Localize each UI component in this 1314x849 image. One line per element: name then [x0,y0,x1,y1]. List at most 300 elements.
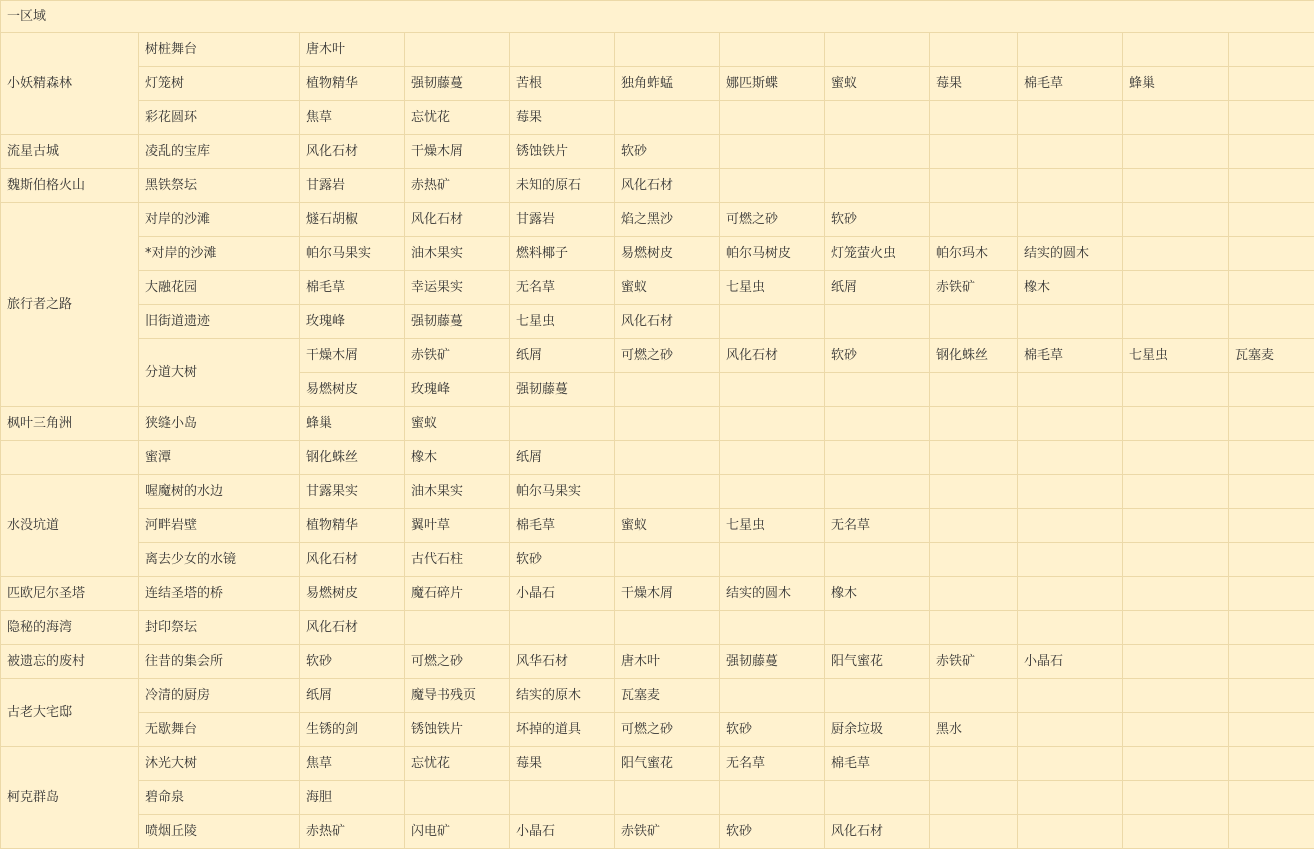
material-cell [1229,203,1314,237]
material-cell [1229,373,1314,407]
material-cell: 莓果 [930,67,1018,101]
material-cell [1018,713,1123,747]
material-cell: 橡木 [825,577,930,611]
material-cell [1229,475,1314,509]
material-cell [615,33,720,67]
area-cell: 往昔的集会所 [139,645,300,679]
material-cell: 帕尔马果实 [510,475,615,509]
table-row [1,135,1314,169]
material-cell [720,475,825,509]
material-cell [1229,169,1314,203]
material-cell [1229,271,1314,305]
material-cell [930,441,1018,475]
material-cell [720,611,825,645]
material-cell [510,33,615,67]
material-cell [1123,203,1229,237]
material-cell: 棉毛草 [1018,339,1123,373]
material-cell: 唐木叶 [300,33,405,67]
material-cell: 七星虫 [720,271,825,305]
material-cell [1018,33,1123,67]
region-cell: 枫叶三角洲 [1,407,139,441]
material-cell [930,33,1018,67]
material-cell: 独角蚱蜢 [615,67,720,101]
area-cell: 河畔岩壁 [139,509,300,543]
material-cell: 易燃树皮 [615,237,720,271]
material-cell: 棉毛草 [510,509,615,543]
material-cell: 甘露果实 [300,475,405,509]
material-cell [930,135,1018,169]
material-cell [1123,713,1229,747]
table-body [1,1,1314,849]
material-cell: 风化石材 [405,203,510,237]
material-cell [930,679,1018,713]
material-cell [1018,543,1123,577]
material-cell: 强韧藤蔓 [510,373,615,407]
material-cell: 焦草 [300,101,405,135]
material-cell: 古代石柱 [405,543,510,577]
material-cell: 蜂巢 [1123,67,1229,101]
material-cell [405,611,510,645]
table-row [1,815,1314,849]
material-cell [1229,305,1314,339]
material-cell [1123,815,1229,849]
material-cell [825,101,930,135]
material-cell: 小晶石 [510,577,615,611]
material-cell: 黑水 [930,713,1018,747]
material-cell [1018,577,1123,611]
table-row [1,577,1314,611]
material-cell: 赤铁矿 [615,815,720,849]
material-cell [615,407,720,441]
material-cell [1018,679,1123,713]
material-cell: 无名草 [720,747,825,781]
table-row [1,33,1314,67]
material-cell: 风化石材 [825,815,930,849]
material-cell [1123,781,1229,815]
area-cell: 大融花园 [139,271,300,305]
table-row [1,509,1314,543]
material-cell: 蜜蚁 [615,509,720,543]
material-cell [1229,815,1314,849]
material-cell [1018,203,1123,237]
table-row [1,679,1314,713]
material-cell [1123,509,1229,543]
material-cell [1123,543,1229,577]
area-cell: 凌乱的宝库 [139,135,300,169]
material-cell [1229,33,1314,67]
area-cell: 喔魔树的水边 [139,475,300,509]
material-cell: 干燥木屑 [300,339,405,373]
material-cell: 棉毛草 [1018,67,1123,101]
material-cell: 生锈的剑 [300,713,405,747]
table-row [1,713,1314,747]
material-cell: 风化石材 [720,339,825,373]
material-cell [510,611,615,645]
material-cell: 纸屑 [825,271,930,305]
material-cell [1123,611,1229,645]
material-cell: 软砂 [825,203,930,237]
material-cell: 赤热矿 [300,815,405,849]
material-cell [405,781,510,815]
material-cell [1229,67,1314,101]
material-cell [1018,373,1123,407]
material-cell: 蜂巢 [300,407,405,441]
area-cell: 沐光大树 [139,747,300,781]
region-cell: 小妖精森林 [1,33,139,135]
material-cell [1123,577,1229,611]
table-row [1,305,1314,339]
material-cell [615,101,720,135]
material-cell: 钢化蛛丝 [300,441,405,475]
area-cell: 旧街道遗迹 [139,305,300,339]
material-cell: 厨余垃圾 [825,713,930,747]
material-cell: 风化石材 [615,305,720,339]
material-cell: 赤铁矿 [930,645,1018,679]
material-cell [720,781,825,815]
material-cell [825,305,930,339]
material-cell: 植物精华 [300,509,405,543]
material-cell: 魔导书残页 [405,679,510,713]
material-cell: 蜜蚁 [615,271,720,305]
material-cell: 帕尔马果实 [300,237,405,271]
material-cell [1018,475,1123,509]
material-cell: 瓦塞麦 [1229,339,1314,373]
table-row [1,101,1314,135]
material-cell: 棉毛草 [300,271,405,305]
table-row [1,611,1314,645]
area-cell: 黑铁祭坛 [139,169,300,203]
material-cell [1018,101,1123,135]
material-cell: 风华石材 [510,645,615,679]
material-cell [825,33,930,67]
material-cell [720,679,825,713]
area-cell: 狭缝小岛 [139,407,300,441]
material-cell [930,509,1018,543]
material-cell: 海胆 [300,781,405,815]
material-cell: 七星虫 [510,305,615,339]
material-cell: 小晶石 [1018,645,1123,679]
material-cell: 纸屑 [510,441,615,475]
material-cell [930,543,1018,577]
area-cell: 碧命泉 [139,781,300,815]
material-cell [1229,781,1314,815]
material-cell [720,33,825,67]
material-cell: 玫瑰峰 [300,305,405,339]
material-cell [1123,305,1229,339]
material-cell: 赤铁矿 [405,339,510,373]
material-cell: 锈蚀铁片 [510,135,615,169]
material-cell: 魔石碎片 [405,577,510,611]
material-cell [720,373,825,407]
material-cell [1229,611,1314,645]
material-cell: 唐木叶 [615,645,720,679]
material-cell: 风化石材 [300,543,405,577]
material-cell [510,407,615,441]
material-cell [720,543,825,577]
material-cell [1123,373,1229,407]
material-cell [720,135,825,169]
material-cell [930,747,1018,781]
material-cell: 阳气蜜花 [615,747,720,781]
region-cell [1,441,139,475]
material-cell [1123,237,1229,271]
material-cell [930,203,1018,237]
table-row [1,67,1314,101]
area-cell: 封印祭坛 [139,611,300,645]
material-cell: 小晶石 [510,815,615,849]
material-cell [825,543,930,577]
area-cell: 分道大树 [139,339,300,407]
material-cell: 可燃之砂 [720,203,825,237]
area-cell: *对岸的沙滩 [139,237,300,271]
area-cell: 彩花圆环 [139,101,300,135]
material-cell [1229,509,1314,543]
material-cell: 苦根 [510,67,615,101]
material-cell [1123,441,1229,475]
material-cell [930,781,1018,815]
material-cell [1018,747,1123,781]
material-cell: 软砂 [615,135,720,169]
material-cell [930,169,1018,203]
material-cell [1123,101,1229,135]
material-cell [1229,407,1314,441]
region-cell: 流星古城 [1,135,139,169]
material-cell: 软砂 [825,339,930,373]
region-cell: 古老大宅邸 [1,679,139,747]
material-cell: 玫瑰峰 [405,373,510,407]
material-cell: 钢化蛛丝 [930,339,1018,373]
material-cell [720,101,825,135]
material-cell [1018,611,1123,645]
material-cell: 干燥木屑 [405,135,510,169]
material-cell [825,441,930,475]
material-cell: 闪电矿 [405,815,510,849]
table-row [1,781,1314,815]
material-cell [1123,169,1229,203]
material-cell [1229,577,1314,611]
material-cell: 强韧藤蔓 [405,305,510,339]
material-cell: 风化石材 [615,169,720,203]
material-cell [825,781,930,815]
material-cell: 橡木 [405,441,510,475]
table-row [1,407,1314,441]
material-cell [1018,305,1123,339]
material-cell [1123,747,1229,781]
table-row [1,203,1314,237]
material-cell [825,611,930,645]
material-cell [1123,475,1229,509]
material-cell [1018,135,1123,169]
material-cell: 七星虫 [720,509,825,543]
table-header-row [1,1,1314,33]
material-cell [1229,679,1314,713]
material-cell: 橡木 [1018,271,1123,305]
material-cell: 甘露岩 [510,203,615,237]
material-cell: 软砂 [510,543,615,577]
material-cell [930,611,1018,645]
material-cell: 软砂 [300,645,405,679]
material-cell [615,543,720,577]
material-cell [615,441,720,475]
material-cell: 莓果 [510,747,615,781]
region-cell: 隐秘的海湾 [1,611,139,645]
material-cell: 翼叶草 [405,509,510,543]
material-cell: 阳气蜜花 [825,645,930,679]
region-cell: 柯克群岛 [1,747,139,849]
material-cell [1229,441,1314,475]
material-cell: 帕尔马树皮 [720,237,825,271]
table-row [1,271,1314,305]
material-cell: 七星虫 [1123,339,1229,373]
material-cell: 软砂 [720,713,825,747]
material-cell [1229,543,1314,577]
material-cell: 风化石材 [300,135,405,169]
material-cell: 蜜蚁 [405,407,510,441]
material-cell: 植物精华 [300,67,405,101]
material-cell [930,407,1018,441]
area-cell: 灯笼树 [139,67,300,101]
material-cell: 干燥木屑 [615,577,720,611]
region-cell: 匹欧尼尔圣塔 [1,577,139,611]
material-cell [615,475,720,509]
material-cell: 易燃树皮 [300,373,405,407]
material-cell: 焦草 [300,747,405,781]
material-cell: 无名草 [510,271,615,305]
area-cell: 离去少女的水镜 [139,543,300,577]
material-cell: 赤热矿 [405,169,510,203]
material-cell [930,577,1018,611]
material-cell: 结实的圆木 [1018,237,1123,271]
material-cell: 油木果实 [405,237,510,271]
material-cell: 赤铁矿 [930,271,1018,305]
material-cell [405,33,510,67]
material-cell [1018,509,1123,543]
material-cell [615,611,720,645]
material-cell: 未知的原石 [510,169,615,203]
region-cell: 魏斯伯格火山 [1,169,139,203]
material-cell [615,373,720,407]
material-cell [825,407,930,441]
area-cell: 连结圣塔的桥 [139,577,300,611]
material-cell [720,305,825,339]
region-cell: 水没坑道 [1,475,139,577]
table-row [1,475,1314,509]
material-cell: 娜匹斯蝶 [720,67,825,101]
material-cell: 结实的圆木 [720,577,825,611]
material-cell: 莓果 [510,101,615,135]
material-cell [825,135,930,169]
material-cell [1229,645,1314,679]
material-cell: 燃料椰子 [510,237,615,271]
region-cell: 被遗忘的废村 [1,645,139,679]
material-cell [1123,135,1229,169]
material-cell [1229,713,1314,747]
material-cell: 强韧藤蔓 [405,67,510,101]
material-cell: 易燃树皮 [300,577,405,611]
material-cell: 纸屑 [510,339,615,373]
material-cell [825,679,930,713]
material-cell [1229,101,1314,135]
material-cell: 无名草 [825,509,930,543]
material-cell [1123,407,1229,441]
material-cell [510,781,615,815]
area-cell: 对岸的沙滩 [139,203,300,237]
area-cell: 冷清的厨房 [139,679,300,713]
material-cell: 可燃之砂 [615,713,720,747]
material-cell [1229,747,1314,781]
material-cell [1229,135,1314,169]
material-cell [930,475,1018,509]
table-row [1,169,1314,203]
area-cell: 无歇舞台 [139,713,300,747]
material-cell: 帕尔玛木 [930,237,1018,271]
area-cell: 蜜潭 [139,441,300,475]
material-cell: 可燃之砂 [405,645,510,679]
material-cell [1018,781,1123,815]
material-cell [825,169,930,203]
material-cell [1018,441,1123,475]
material-cell [1018,169,1123,203]
material-cell [930,305,1018,339]
material-cell [825,373,930,407]
material-cell: 忘忧花 [405,101,510,135]
material-cell: 坏掉的道具 [510,713,615,747]
material-cell [930,101,1018,135]
table-row [1,747,1314,781]
material-cell: 灯笼萤火虫 [825,237,930,271]
material-cell: 棉毛草 [825,747,930,781]
material-cell [1229,237,1314,271]
material-cell: 燧石胡椒 [300,203,405,237]
material-cell [930,373,1018,407]
table-row [1,543,1314,577]
material-cell: 忘忧花 [405,747,510,781]
material-cell: 焰之黑沙 [615,203,720,237]
table-title: 一区域 [1,1,1314,33]
material-cell: 纸屑 [300,679,405,713]
material-cell: 油木果实 [405,475,510,509]
material-cell: 风化石材 [300,611,405,645]
material-cell [720,169,825,203]
area-cell: 树桩舞台 [139,33,300,67]
material-cell [1123,679,1229,713]
material-cell: 瓦塞麦 [615,679,720,713]
material-cell: 甘露岩 [300,169,405,203]
material-cell [1123,645,1229,679]
material-cell [615,781,720,815]
material-cell [1123,271,1229,305]
material-cell [720,407,825,441]
material-cell [930,815,1018,849]
material-cell [720,441,825,475]
table-row [1,339,1314,373]
material-cell: 锈蚀铁片 [405,713,510,747]
material-cell: 强韧藤蔓 [720,645,825,679]
material-cell [1123,33,1229,67]
material-cell: 软砂 [720,815,825,849]
material-cell: 蜜蚁 [825,67,930,101]
table-row [1,645,1314,679]
material-cell [1018,407,1123,441]
material-cell: 可燃之砂 [615,339,720,373]
material-cell: 结实的原木 [510,679,615,713]
table-row [1,237,1314,271]
region-cell: 旅行者之路 [1,203,139,407]
material-cell: 幸运果实 [405,271,510,305]
material-cell [825,475,930,509]
table-row [1,441,1314,475]
material-cell [1018,815,1123,849]
